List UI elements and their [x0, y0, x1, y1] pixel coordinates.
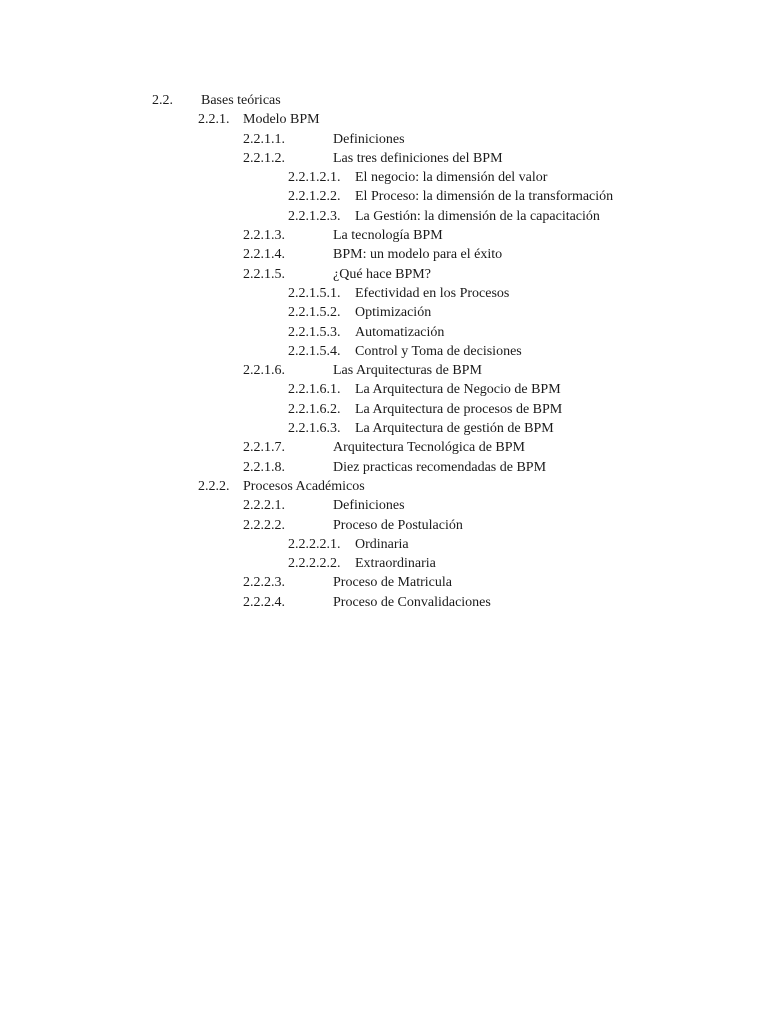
toc-entry [0, 496, 768, 515]
toc-entry-number: 2.2.2.2. [243, 517, 285, 533]
toc-entry [0, 516, 768, 535]
toc-entry-title: Ordinaria [355, 536, 409, 552]
toc-entry-title: Procesos Académicos [243, 478, 365, 494]
toc-entry-number: 2.2.1.3. [243, 228, 285, 244]
toc-entry-title: Modelo BPM [243, 112, 320, 128]
toc-entry [0, 187, 768, 206]
toc-entry-title: Diez practicas recomendadas de BPM [333, 459, 547, 475]
toc-entry-title: Las tres definiciones del BPM [333, 150, 503, 166]
toc-entry-number: 2.2.1.2. [243, 150, 285, 166]
toc-entry [0, 149, 768, 168]
toc-entry-title: El negocio: la dimensión del valor [355, 170, 548, 186]
toc-entry-number: 2.2.1.6.2. [288, 401, 341, 417]
toc-entry-title: El Proceso: la dimensión de la transformación [355, 189, 614, 205]
toc-entry-number: 2.2.1.6. [243, 363, 285, 379]
toc-entry-title: Extraordinaria [355, 556, 436, 572]
toc-entry [0, 419, 768, 438]
toc-entry-title: La Arquitectura de Negocio de BPM [355, 382, 561, 398]
toc-entry-number: 2.2.2.3. [243, 575, 285, 591]
table-of-contents [0, 91, 768, 612]
toc-entry-title: La Arquitectura de procesos de BPM [355, 401, 563, 417]
toc-entry-number: 2.2.1.4. [243, 247, 285, 263]
toc-entry-number: 2.2.1.2.3. [288, 208, 341, 224]
toc-entry-number: 2.2.2.2.2. [288, 556, 341, 572]
toc-entry-number: 2.2.2.2.1. [288, 536, 341, 552]
toc-entry [0, 400, 768, 419]
toc-entry [0, 573, 768, 592]
toc-entry [0, 130, 768, 149]
toc-entry-number: 2.2.1. [198, 112, 230, 128]
toc-entry [0, 535, 768, 554]
toc-entry-number: 2.2.1.2.2. [288, 189, 341, 205]
toc-entry-title: Bases teóricas [201, 93, 281, 108]
toc-entry [0, 245, 768, 264]
toc-entry-number: 2.2.1.8. [243, 459, 285, 475]
toc-entry-number: 2.2.1.5. [243, 266, 285, 282]
toc-entry-number: 2.2.1.5.4. [288, 343, 341, 359]
toc-entry [0, 284, 768, 303]
toc-entry-title: Efectividad en los Procesos [355, 285, 510, 301]
toc-entry-title: Control y Toma de decisiones [355, 343, 522, 359]
toc-entry [0, 91, 768, 110]
toc-entry-title: La Arquitectura de gestión de BPM [355, 421, 554, 437]
toc-entry [0, 226, 768, 245]
toc-entry [0, 207, 768, 226]
toc-entry-title: Optimización [355, 305, 432, 321]
toc-entry-number: 2.2.1.2.1. [288, 170, 341, 186]
toc-entry-number: 2.2. [152, 93, 173, 108]
toc-entry-number: 2.2.1.6.1. [288, 382, 341, 398]
toc-entry [0, 110, 768, 129]
toc-entry-number: 2.2.1.5.1. [288, 285, 341, 301]
toc-entry-title: Automatización [355, 324, 445, 340]
toc-entry-title: Definiciones [333, 131, 405, 147]
toc-entry [0, 477, 768, 496]
toc-entry-number: 2.2.1.5.2. [288, 305, 341, 321]
toc-entry-number: 2.2.1.6.3. [288, 421, 341, 437]
toc-entry-title: Proceso de Matricula [333, 575, 452, 591]
toc-entry [0, 265, 768, 284]
toc-entry [0, 168, 768, 187]
toc-entry-number: 2.2.2.1. [243, 498, 285, 514]
toc-entry-title: La tecnología BPM [333, 228, 443, 244]
toc-entry [0, 323, 768, 342]
toc-entry-title: Arquitectura Tecnológica de BPM [333, 440, 525, 456]
toc-entry-title: ¿Qué hace BPM? [333, 266, 431, 282]
toc-entry [0, 380, 768, 399]
toc-entry [0, 554, 768, 573]
toc-entry-number: 2.2.1.7. [243, 440, 285, 456]
toc-entry-title: Las Arquitecturas de BPM [333, 363, 482, 379]
toc-entry-number: 2.2.2. [198, 478, 230, 494]
toc-entry [0, 342, 768, 361]
toc-entry-number: 2.2.2.4. [243, 594, 285, 610]
toc-entry [0, 438, 768, 457]
toc-entry [0, 458, 768, 477]
toc-entry-title: Proceso de Postulación [333, 517, 463, 533]
toc-entry-number: 2.2.1.5.3. [288, 324, 341, 340]
toc-entry [0, 361, 768, 380]
toc-entry-title: BPM: un modelo para el éxito [333, 247, 503, 263]
toc-entry-title: Definiciones [333, 498, 405, 514]
toc-entry-number: 2.2.1.1. [243, 131, 285, 147]
toc-entry-title: La Gestión: la dimensión de la capacitación [355, 208, 600, 224]
toc-entry-title: Proceso de Convalidaciones [333, 594, 491, 610]
toc-entry [0, 303, 768, 322]
toc-entry [0, 593, 768, 612]
